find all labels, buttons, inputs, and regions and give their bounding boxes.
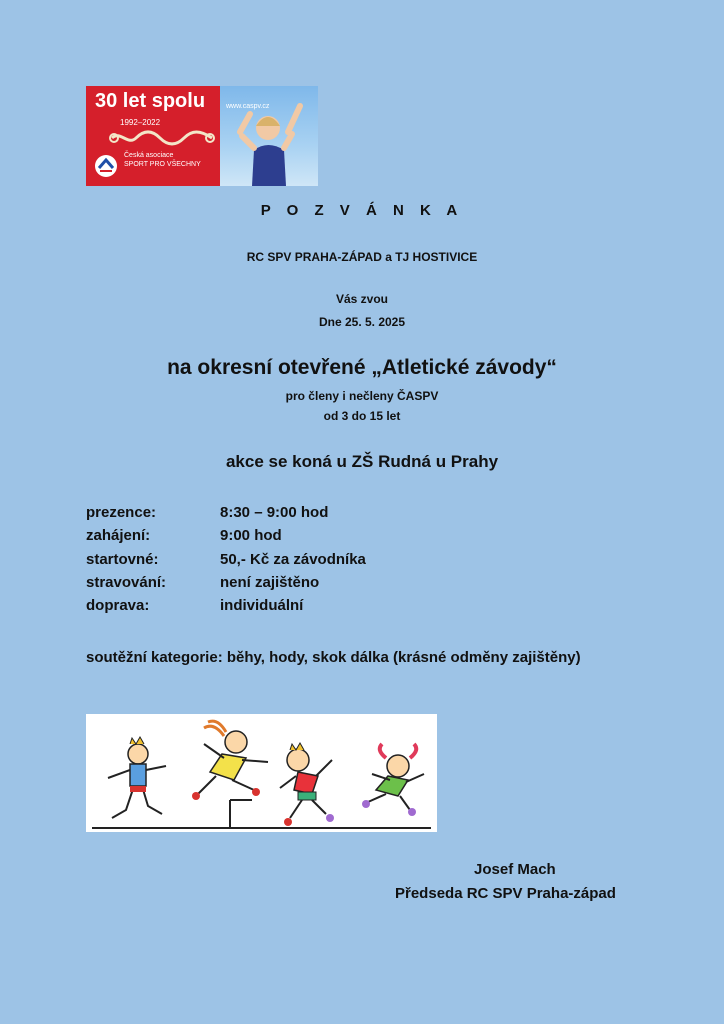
caspv-logo-icon [94, 154, 118, 178]
signature-name: Josef Mach [474, 861, 556, 878]
detail-label: stravování: [86, 574, 167, 591]
caspv-banner [86, 86, 318, 186]
detail-label: doprava: [86, 597, 150, 614]
detail-value: individuální [220, 597, 304, 614]
competition-categories: soutěžní kategorie: běhy, hody, skok dálka (krásné odměny zajištěny) [86, 649, 581, 666]
rope-icon [108, 130, 216, 146]
target-audience: pro členy i nečleny ČASPV [285, 389, 439, 403]
detail-value: 9:00 hod [220, 527, 282, 544]
detail-row [86, 551, 366, 568]
event-date: Dne 25. 5. 2025 [318, 315, 406, 329]
banner-association-line1: Česká asociace [124, 152, 174, 159]
banner-years: 1992–2022 [120, 118, 161, 127]
detail-label: startovné: [86, 551, 159, 568]
signature-role: Předseda RC SPV Praha-západ [395, 885, 616, 902]
banner-title: 30 let spolu [95, 90, 206, 112]
detail-label: zahájení: [86, 527, 151, 544]
detail-value: 50,- Kč za závodníka [220, 551, 366, 568]
invitation-heading: P O Z V Á N K A [260, 202, 464, 219]
event-title: na okresní otevřené „Atletické závody“ [167, 356, 557, 379]
detail-value: není zajištěno [220, 574, 320, 591]
detail-label: prezence: [86, 504, 157, 521]
event-place: akce se koná u ZŠ Rudná u Prahy [225, 452, 499, 471]
banner-association-line2: SPORT PRO VŠECHNY [124, 161, 201, 168]
detail-row [86, 597, 303, 614]
detail-row [86, 527, 282, 544]
age-range: od 3 do 15 let [323, 409, 401, 423]
detail-row [86, 574, 319, 591]
running-kids-illustration [86, 714, 437, 832]
invite-text: Vás zvou [335, 292, 389, 306]
detail-value: 8:30 – 9:00 hod [220, 504, 329, 521]
organizers: RC SPV PRAHA-ZÁPAD a TJ HOSTIVICE [246, 250, 478, 264]
banner-url: www.caspv.cz [226, 103, 270, 110]
detail-row [86, 504, 328, 521]
running-kids-icon [86, 714, 437, 832]
gymnast-photo-icon [230, 92, 310, 186]
